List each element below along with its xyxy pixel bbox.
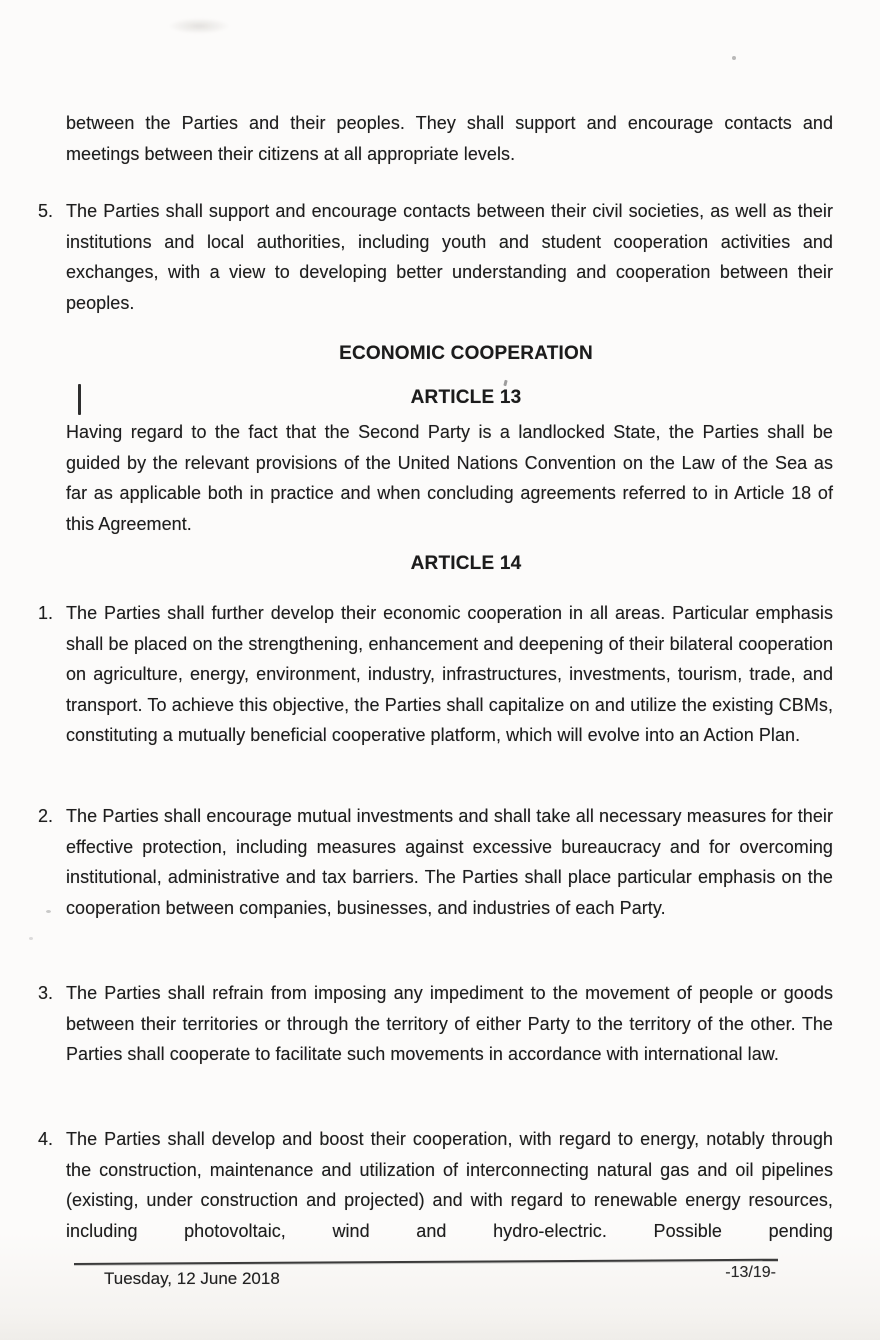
list-item-number: 1. bbox=[38, 603, 54, 623]
list-item-text: The Parties shall further develop their economic cooperation in all areas. Particular emphasis shall be placed on the strengthening, enhancement and deepening of their bilateral cooperation on agriculture, energy, environment, industry, infrastructures, investments, tourism, trade, and transport. To achieve this objective, the Parties shall capitalize on and utilize the existing CBMs, constituting a mutually beneficial cooperative platform, which will evolve into an Action Plan. bbox=[66, 603, 833, 745]
list-item-clause-1 bbox=[38, 598, 833, 751]
footer-rule bbox=[74, 1259, 778, 1265]
scan-speck-artifact bbox=[29, 937, 33, 940]
list-item-number: 2. bbox=[38, 806, 54, 826]
article-13-heading: ARTICLE 13 bbox=[410, 387, 522, 408]
footer-date: Tuesday, 12 June 2018 bbox=[104, 1269, 280, 1288]
list-item-number: 4. bbox=[38, 1129, 54, 1149]
list-item-text: The Parties shall refrain from imposing any impediment to the movement of people or goods between their territories or through the territory of either Party to the territory of the other. The Parties shall cooperate to facilitate such movements in accordance with international law. bbox=[66, 983, 833, 1064]
list-item-clause-5 bbox=[38, 196, 833, 318]
list-item-text: The Parties shall encourage mutual investments and shall take all necessary measures for their effective protection, including measures against excessive bureaucracy and for overcoming institutional, administrative and tax barriers. The Parties shall place particular emphasis on the cooperation between companies, businesses, and industries of each Party. bbox=[66, 806, 833, 918]
paragraph-continuation: between the Parties and their peoples. They shall support and encourage contacts and meetings between their citizens at all appropriate levels. bbox=[66, 113, 833, 164]
footer-page-number: -13/19- bbox=[725, 1264, 776, 1281]
list-item-number: 5. bbox=[38, 201, 54, 221]
section-heading-economic-cooperation: ECONOMIC COOPERATION bbox=[339, 343, 593, 364]
list-item-clause-4 bbox=[38, 1124, 833, 1246]
list-item-text: The Parties shall develop and boost their cooperation, with regard to energy, notably through the construction, maintenance and utilization of interconnecting natural gas and oil pipelines (existing, under construction and projected) and with regard to renewable energy resources, including photovoltaic, wind and hydro-electric. Possible pending bbox=[66, 1129, 833, 1241]
list-item-text: The Parties shall support and encourage contacts between their civil societies, as well as their institutions and local authorities, including youth and student cooperation activities and exchanges, with a view to developing better understanding and cooperation between their peoples. bbox=[66, 201, 833, 313]
scan-smudge-artifact bbox=[168, 18, 230, 34]
scan-speck-artifact bbox=[732, 56, 736, 60]
list-item-number: 3. bbox=[38, 983, 54, 1003]
list-item-clause-2 bbox=[38, 801, 833, 923]
article-13-body: Having regard to the fact that the Second Party is a landlocked State, the Parties shall be guided by the relevant provisions of the United Nations Convention on the Law of the Sea as far as applicable both in practice and when concluding agreements referred to in Article 18 of this Agreement. bbox=[66, 422, 833, 534]
article-14-heading: ARTICLE 14 bbox=[410, 553, 522, 574]
list-item-clause-3 bbox=[38, 978, 833, 1070]
